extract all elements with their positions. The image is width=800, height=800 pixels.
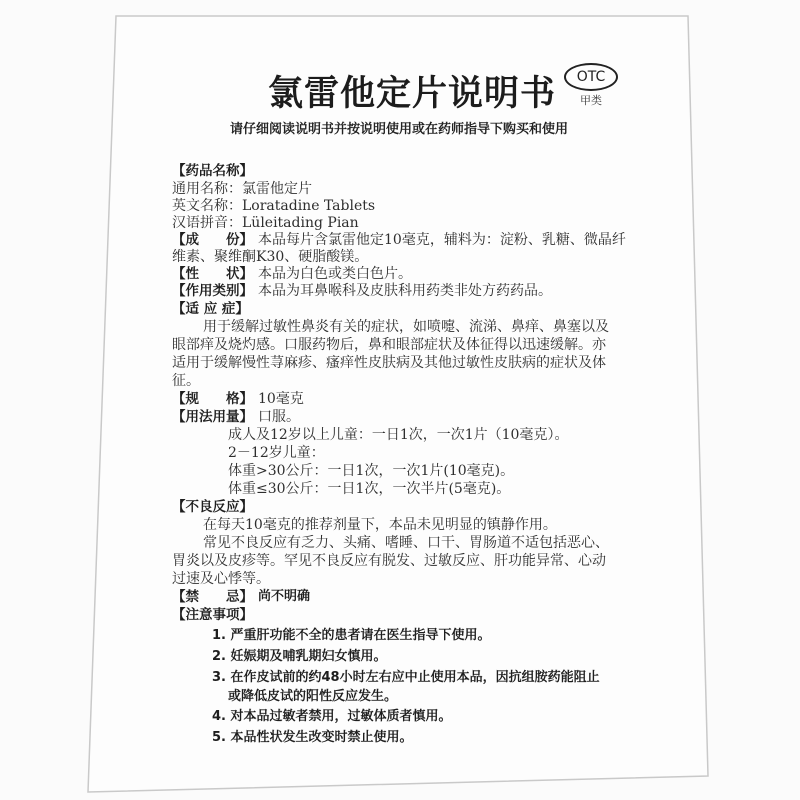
section-heading-spec: 【规 格】 bbox=[172, 391, 253, 407]
otc-badge: OTC bbox=[564, 63, 618, 91]
precaution-item-4: 4. 对本品过敏者禁用，过敏体质者慎用。 bbox=[212, 709, 452, 724]
category-text: 本品为耳鼻喉科及皮肤科用药类非处方药药品。 bbox=[258, 283, 552, 299]
indications-line-4: 征。 bbox=[172, 373, 200, 389]
leaflet-subtitle: 请仔细阅读说明书并按说明使用或在药师指导下购买和使用 bbox=[230, 122, 569, 137]
section-heading-indications: 【适 应 症】 bbox=[172, 301, 249, 317]
english-name: 英文名称：Loratadine Tablets bbox=[172, 198, 376, 214]
adverse-line-3: 胃炎以及皮疹等。罕见不良反应有脱发、过敏反应、肝功能异常、心动 bbox=[172, 553, 606, 569]
otc-class-label: 甲类 bbox=[580, 94, 602, 107]
composition-line-2: 维素、聚维酮K30、硬脂酸镁。 bbox=[172, 249, 369, 265]
adverse-line-4: 过速及心悸等。 bbox=[172, 571, 270, 587]
precaution-item-3-cont: 或降低皮试的阳性反应发生。 bbox=[228, 689, 398, 704]
precaution-item-5: 5. 本品性状发生改变时禁止使用。 bbox=[212, 730, 413, 745]
section-heading-usage: 【用法用量】 bbox=[172, 409, 253, 425]
section-heading-precautions: 【注意事项】 bbox=[172, 607, 253, 623]
precaution-item-2: 2. 妊娠期及哺乳期妇女慎用。 bbox=[212, 649, 387, 664]
pinyin-name: 汉语拼音：Lüleitading Pian bbox=[172, 215, 359, 231]
section-heading-adverse: 【不良反应】 bbox=[172, 499, 253, 515]
adverse-line-2: 常见不良反应有乏力、头痛、嗜睡、口干、胃肠道不适包括恶心、 bbox=[203, 535, 609, 551]
section-heading-contraindications: 【禁 忌】 bbox=[172, 589, 253, 605]
appearance-text: 本品为白色或类白色片。 bbox=[258, 266, 412, 282]
spec-text: 10毫克 bbox=[258, 391, 304, 407]
precaution-item-1: 1. 严重肝功能不全的患者请在医生指导下使用。 bbox=[212, 628, 491, 643]
section-heading-composition: 【成 份】 bbox=[172, 232, 253, 248]
adverse-line-1: 在每天10毫克的推荐剂量下，本品未见明显的镇静作用。 bbox=[203, 517, 557, 533]
section-heading-category: 【作用类别】 bbox=[172, 283, 253, 299]
precaution-item-3: 3. 在作皮试前的约48小时左右应中止使用本品，因抗组胺药能阻止 bbox=[212, 670, 600, 685]
usage-adult: 成人及12岁以上儿童：一日1次，一次1片（10毫克）。 bbox=[228, 427, 569, 443]
indications-line-2: 眼部痒及烧灼感。口服药物后，鼻和眼部症状及体征得以迅速缓解。亦 bbox=[172, 337, 606, 353]
usage-text: 口服。 bbox=[258, 409, 300, 425]
section-heading-appearance: 【性 状】 bbox=[172, 266, 253, 282]
indications-line-1: 用于缓解过敏性鼻炎有关的症状，如喷嚏、流涕、鼻痒、鼻塞以及 bbox=[203, 319, 609, 335]
section-heading-drug-name: 【药品名称】 bbox=[172, 163, 253, 179]
usage-under-30kg: 体重≤30公斤：一日1次，一次半片(5毫克)。 bbox=[228, 481, 511, 497]
leaflet-title: 氯雷他定片说明书 bbox=[268, 74, 557, 114]
usage-over-30kg: 体重>30公斤：一日1次，一次1片(10毫克)。 bbox=[228, 463, 515, 479]
usage-child: 2－12岁儿童： bbox=[228, 445, 325, 461]
composition-line-1: 本品每片含氯雷他定10毫克，辅料为：淀粉、乳糖、微晶纤 bbox=[258, 232, 626, 248]
generic-name: 通用名称：氯雷他定片 bbox=[172, 181, 312, 197]
contraindications-text: 尚不明确 bbox=[258, 589, 311, 604]
indications-line-3: 适用于缓解慢性荨麻疹、瘙痒性皮肤病及其他过敏性皮肤病的症状及体 bbox=[172, 355, 606, 371]
